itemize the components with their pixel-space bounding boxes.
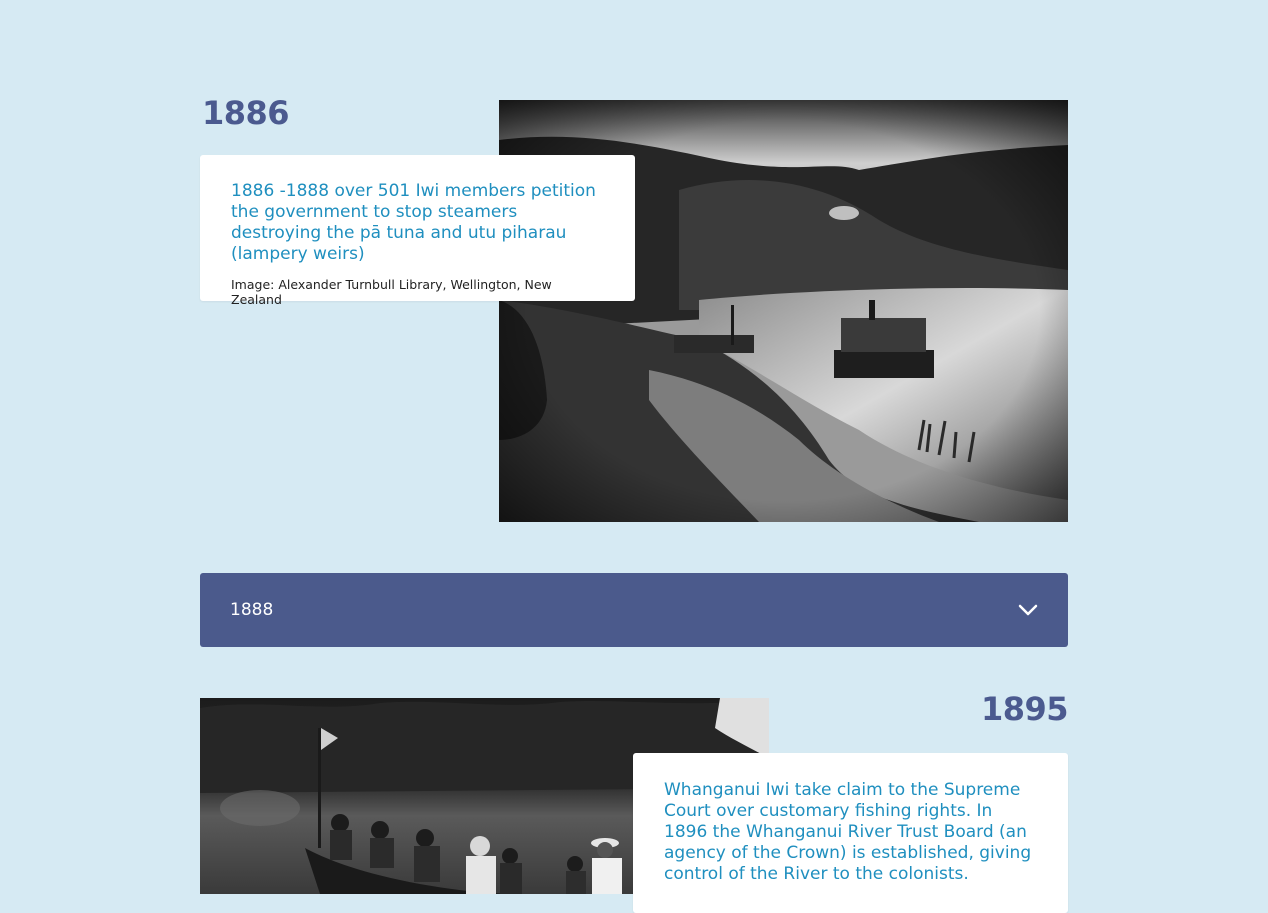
timeline-card-1886 xyxy=(200,155,635,307)
timeline-text-1895: Whanganui Iwi take claim to the Supreme Court over customary fishing rights. In 1896 the Whanganui River Trust Board (an agency of the Crown) is established, giving control of the River to the colonists. xyxy=(664,780,1032,884)
year-heading-1886: 1886 xyxy=(202,94,290,132)
image-credit-1886: Image: Alexander Turnbull Library, Wellington, New Zealand xyxy=(231,277,552,307)
accordion-label-1888: 1888 xyxy=(230,600,274,620)
chevron-down-icon[interactable] xyxy=(1018,600,1038,620)
timeline-card-1895 xyxy=(633,753,1068,913)
timeline-text-1886: 1886 -1888 over 501 Iwi members petition the government to stop steamers destroying the pā tuna and utu piharau (lampery weirs) xyxy=(231,181,596,264)
accordion-1888[interactable] xyxy=(200,573,1068,647)
year-heading-1895: 1895 xyxy=(980,690,1068,728)
